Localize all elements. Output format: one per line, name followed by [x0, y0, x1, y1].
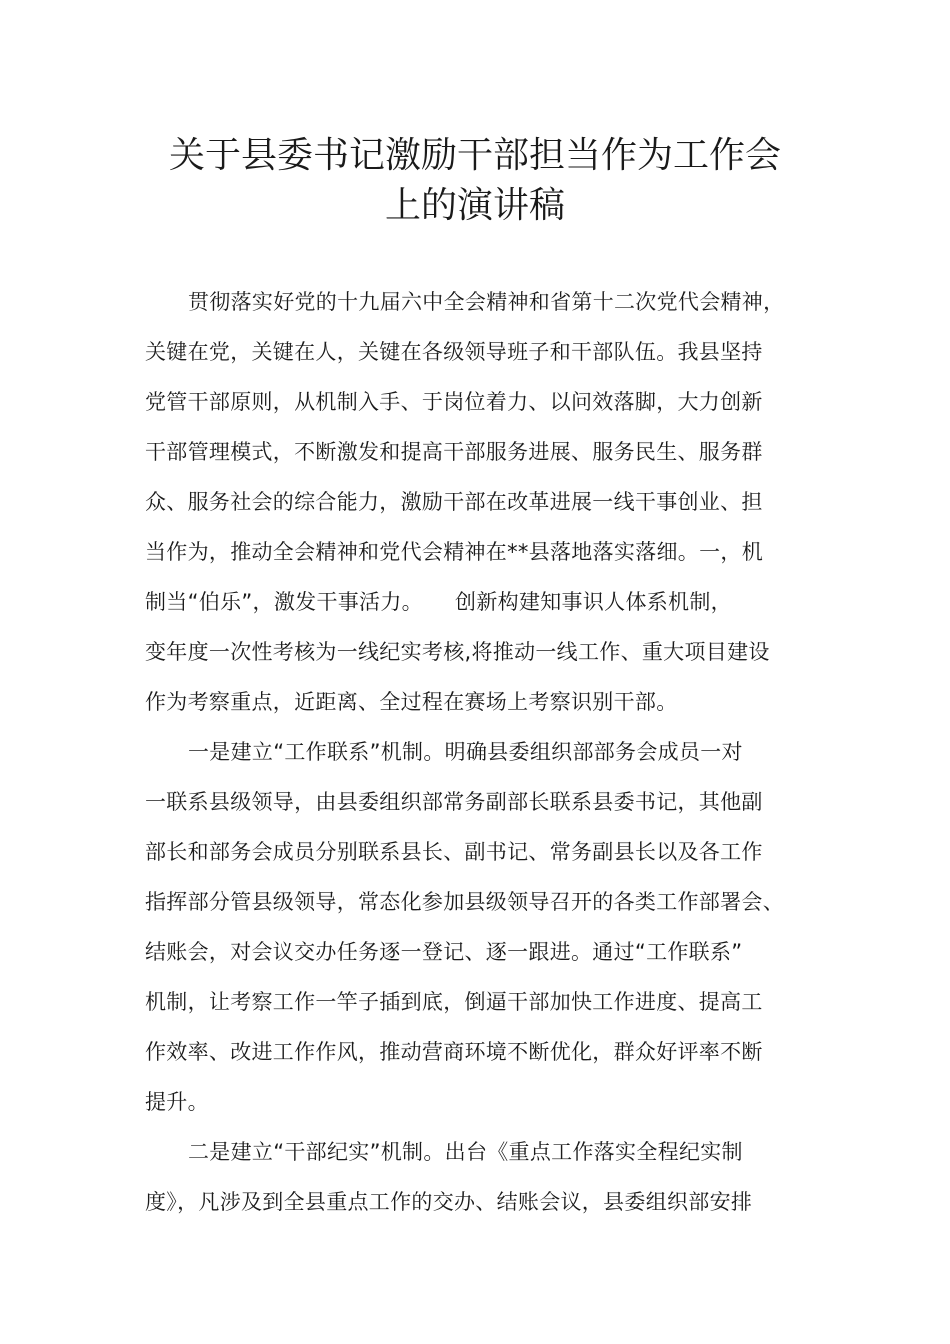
text-line: 一是建立“工作联系”机制。明确县委组织部部务会成员一对 — [188, 740, 743, 764]
text-line: 部长和部务会成员分别联系县长、副书记、常务副县长以及各工作 — [145, 840, 763, 864]
text-line: 提升。 — [145, 1090, 209, 1114]
text-line: 机制，让考察工作一竿子插到底，倒逼干部加快工作进度、提高工 — [145, 990, 763, 1014]
text-line: 关键在党，关键在人，关键在各级领导班子和干部队伍。我县坚持 — [145, 340, 763, 364]
text-line: 当作为，推动全会精神和党代会精神在**县落地落实落细。一，机 — [145, 540, 763, 564]
text-line: 众、服务社会的综合能力，激励干部在改革进展一线干事创业、担 — [145, 490, 763, 514]
document-body — [145, 277, 835, 1227]
text-line: 党管干部原则，从机制入手、于岗位着力、以问效落脚，大力创新 — [145, 390, 763, 414]
text-line: 贯彻落实好党的十九届六中全会精神和省第十二次党代会精神， — [188, 290, 785, 314]
text-line: 作效率、改进工作作风，推动营商环境不断优化，群众好评率不断 — [145, 1040, 763, 1064]
text-line: 变年度一次性考核为一线纪实考核,将推动一线工作、重大项目建设 — [145, 640, 770, 664]
document-title-line-1: 关于县委书记激励干部担当作为工作会 — [168, 135, 781, 176]
text-line: 指挥部分管县级领导，常态化参加县级领导召开的各类工作部署会、 — [145, 890, 784, 914]
text-line: 一联系县级领导，由县委组织部常务副部长联系县委书记，其他副 — [145, 790, 763, 814]
text-line: 干部管理模式，不断激发和提高干部服务进展、服务民生、服务群 — [145, 440, 763, 464]
text-line: 结账会，对会议交办任务逐一登记、逐一跟进。通过“工作联系” — [145, 940, 743, 964]
document-title-line-2: 上的演讲稿 — [384, 185, 565, 226]
text-line: 作为考察重点，近距离、全过程在赛场上考察识别干部。 — [145, 690, 678, 714]
text-line: 制当“伯乐”，激发干事活力。 创新构建知事识人体系机制， — [145, 590, 732, 614]
text-line: 二是建立“干部纪实”机制。出台《重点工作落实全程纪实制 — [188, 1140, 743, 1164]
text-line: 度》，凡涉及到全县重点工作的交办、结账会议，县委组织部安排 — [145, 1190, 753, 1214]
